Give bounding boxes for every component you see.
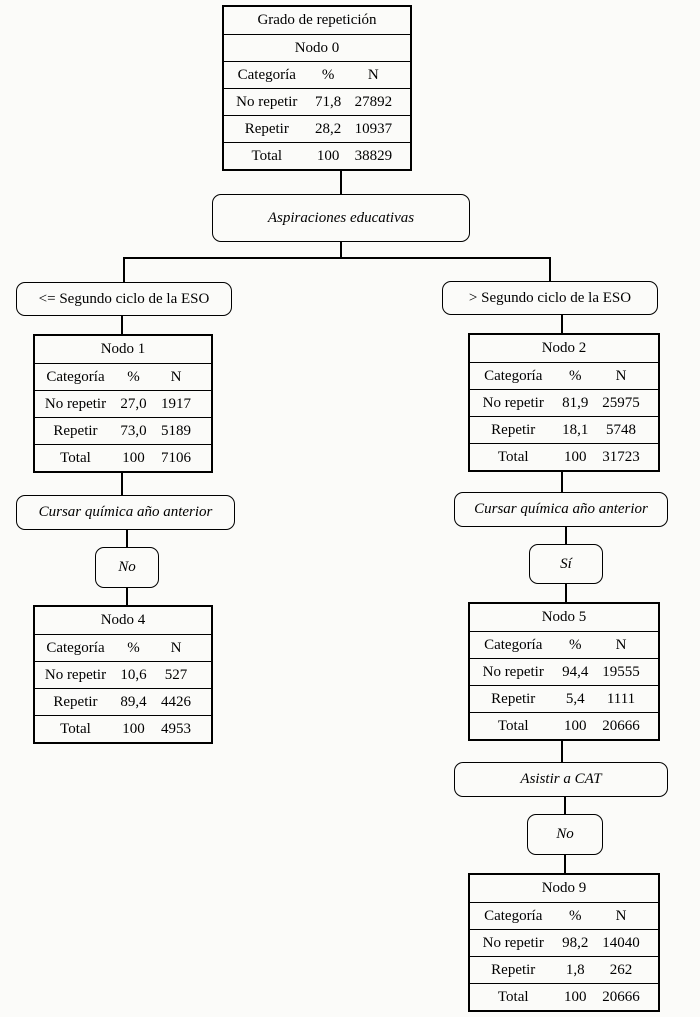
split-variable-right-label: Cursar química año anterior xyxy=(474,501,648,517)
node-1-row-no-repetir xyxy=(35,390,211,417)
row-n: 5189 xyxy=(161,422,192,439)
row-pct: 1,8 xyxy=(565,961,585,978)
row-label: Total xyxy=(497,988,529,1005)
node-9-title: Nodo 9 xyxy=(541,880,587,896)
row-n: 10937 xyxy=(354,120,393,137)
connector-left-branch-to-node1 xyxy=(121,316,123,334)
row-n: 1111 xyxy=(606,690,636,707)
node-1-title: Nodo 1 xyxy=(100,341,146,357)
header-percent: % xyxy=(569,907,582,924)
connector-root-to-split xyxy=(340,171,342,194)
header-n: N xyxy=(170,368,182,385)
node-2-row-no-repetir xyxy=(470,389,658,416)
node-5-header-row xyxy=(470,631,658,658)
row-pct: 100 xyxy=(122,449,145,466)
node-4-title-row xyxy=(35,607,211,634)
node-5-row-no-repetir xyxy=(470,658,658,685)
node-4-row-repetir xyxy=(35,688,211,715)
header-percent: % xyxy=(569,367,582,384)
node-2-table xyxy=(468,333,660,472)
split-variable-cat-label: Asistir a CAT xyxy=(520,771,602,787)
row-label: Total xyxy=(497,717,529,734)
connector-split-to-value-left xyxy=(126,530,128,547)
branch-line xyxy=(123,257,551,259)
split-value-cat xyxy=(527,814,603,855)
row-pct: 89,4 xyxy=(120,693,147,710)
row-n: 14040 xyxy=(602,934,640,951)
row-n: 38829 xyxy=(354,147,393,164)
row-pct: 73,0 xyxy=(120,422,147,439)
row-label: Repetir xyxy=(491,961,536,978)
node-2-header-row xyxy=(470,362,658,389)
row-pct: 100 xyxy=(122,720,145,737)
row-pct: 5,4 xyxy=(565,690,585,707)
node-5-title-row xyxy=(470,604,658,631)
row-label: Repetir xyxy=(244,120,289,137)
node-0-row-no-repetir xyxy=(224,88,410,115)
connector-branchline-left xyxy=(123,257,125,282)
row-pct: 100 xyxy=(564,988,587,1005)
row-label: No repetir xyxy=(482,663,544,680)
tree-title-row xyxy=(224,7,410,34)
node-5-title: Nodo 5 xyxy=(541,609,587,625)
row-pct: 28,2 xyxy=(315,120,342,137)
node-1-header-row xyxy=(35,363,211,390)
connector-node2-to-split xyxy=(561,472,563,492)
split-variable-root xyxy=(212,194,470,242)
header-percent: % xyxy=(569,636,582,653)
node-0-title-row xyxy=(224,34,410,61)
connector-value-to-node9 xyxy=(564,855,566,873)
connector-split-to-value-right xyxy=(565,527,567,544)
node-2-row-repetir xyxy=(470,416,658,443)
row-label: Repetir xyxy=(491,421,536,438)
node-9-table xyxy=(468,873,660,1012)
node-1-row-repetir xyxy=(35,417,211,444)
row-n: 4953 xyxy=(161,720,192,737)
row-label: No repetir xyxy=(44,395,107,412)
row-label: Repetir xyxy=(53,422,98,439)
row-label: Total xyxy=(251,147,283,164)
node-2-row-total xyxy=(470,443,658,470)
header-n: N xyxy=(615,636,627,653)
node-9-row-total xyxy=(470,983,658,1010)
node-9-row-no-repetir xyxy=(470,929,658,956)
branch-label-left xyxy=(16,282,232,316)
row-pct: 100 xyxy=(564,448,587,465)
row-pct: 71,8 xyxy=(315,93,342,110)
connector-node1-to-split xyxy=(121,473,123,495)
row-label: No repetir xyxy=(482,934,544,951)
row-label: Total xyxy=(497,448,529,465)
row-n: 25975 xyxy=(602,394,640,411)
tree-title: Grado de repetición xyxy=(257,12,377,28)
node-0-title: Nodo 0 xyxy=(294,39,340,56)
node-9-header-row xyxy=(470,902,658,929)
connector-branchline-right xyxy=(549,257,551,281)
connector-right-branch-to-node2 xyxy=(561,315,563,333)
node-0-header-row xyxy=(224,61,410,88)
node-1-title-row xyxy=(35,336,211,363)
header-category: Categoría xyxy=(46,639,105,656)
node-1-row-total xyxy=(35,444,211,471)
row-n: 4426 xyxy=(161,693,192,710)
split-variable-right xyxy=(454,492,668,527)
row-pct: 100 xyxy=(564,717,587,734)
node-1-table xyxy=(33,334,213,473)
node-2-title-row xyxy=(470,335,658,362)
header-n: N xyxy=(615,367,627,384)
row-n: 527 xyxy=(164,666,188,683)
header-percent: % xyxy=(127,639,140,656)
node-4-table xyxy=(33,605,213,744)
header-n: N xyxy=(170,639,182,656)
row-label: No repetir xyxy=(44,666,107,683)
row-n: 7106 xyxy=(161,449,192,466)
node-2-title: Nodo 2 xyxy=(541,340,587,356)
split-value-left xyxy=(95,547,159,588)
connector-value-to-node4 xyxy=(126,588,128,605)
header-category: Categoría xyxy=(484,907,543,924)
connector-split-to-branchline xyxy=(340,242,342,257)
row-n: 20666 xyxy=(602,717,640,734)
connector-split-to-value-cat xyxy=(564,797,566,814)
header-percent: % xyxy=(127,368,140,385)
node-0-table xyxy=(222,5,412,171)
node-9-title-row xyxy=(470,875,658,902)
row-n: 5748 xyxy=(606,421,637,438)
branch-label-right-text: > Segundo ciclo de la ESO xyxy=(468,289,632,306)
split-variable-left xyxy=(16,495,235,530)
split-value-left-text: No xyxy=(118,559,136,575)
node-4-row-no-repetir xyxy=(35,661,211,688)
row-pct: 18,1 xyxy=(562,421,589,438)
header-category: Categoría xyxy=(237,66,296,83)
header-category: Categoría xyxy=(484,636,543,653)
split-value-right xyxy=(529,544,603,584)
row-pct: 94,4 xyxy=(562,663,589,680)
node-0-row-repetir xyxy=(224,115,410,142)
node-4-title: Nodo 4 xyxy=(100,612,146,628)
row-n: 1917 xyxy=(161,395,192,412)
row-pct: 100 xyxy=(316,147,340,164)
node-5-table xyxy=(468,602,660,741)
header-percent: % xyxy=(321,66,335,83)
branch-label-right xyxy=(442,281,658,315)
row-label: Total xyxy=(60,449,91,466)
row-label: Repetir xyxy=(53,693,98,710)
split-value-right-text: Sí xyxy=(560,555,572,572)
row-label: No repetir xyxy=(236,93,298,110)
split-variable-cat xyxy=(454,762,668,797)
row-pct: 98,2 xyxy=(562,934,589,951)
row-n: 262 xyxy=(609,961,633,978)
row-label: No repetir xyxy=(482,394,544,411)
row-n: 19555 xyxy=(602,663,640,680)
split-value-cat-text: No xyxy=(556,826,574,842)
node-4-row-total xyxy=(35,715,211,742)
node-0-row-total xyxy=(224,142,410,169)
row-pct: 10,6 xyxy=(120,666,147,683)
header-n: N xyxy=(367,66,379,83)
node-4-header-row xyxy=(35,634,211,661)
row-label: Total xyxy=(60,720,91,737)
branch-label-left-text: <= Segundo ciclo de la ESO xyxy=(38,290,210,307)
row-n: 31723 xyxy=(602,448,640,465)
connector-node5-to-split xyxy=(561,741,563,762)
connector-value-to-node5 xyxy=(565,584,567,602)
row-label: Repetir xyxy=(491,690,536,707)
node-9-row-repetir xyxy=(470,956,658,983)
header-n: N xyxy=(615,907,627,924)
row-n: 20666 xyxy=(602,988,640,1005)
header-category: Categoría xyxy=(484,367,543,384)
node-5-row-total xyxy=(470,712,658,739)
split-variable-left-label: Cursar química año anterior xyxy=(38,504,213,520)
row-pct: 81,9 xyxy=(562,394,589,411)
node-5-row-repetir xyxy=(470,685,658,712)
split-variable-root-label: Aspiraciones educativas xyxy=(267,209,415,226)
row-pct: 27,0 xyxy=(120,395,147,412)
header-category: Categoría xyxy=(46,368,105,385)
row-n: 27892 xyxy=(354,93,393,110)
